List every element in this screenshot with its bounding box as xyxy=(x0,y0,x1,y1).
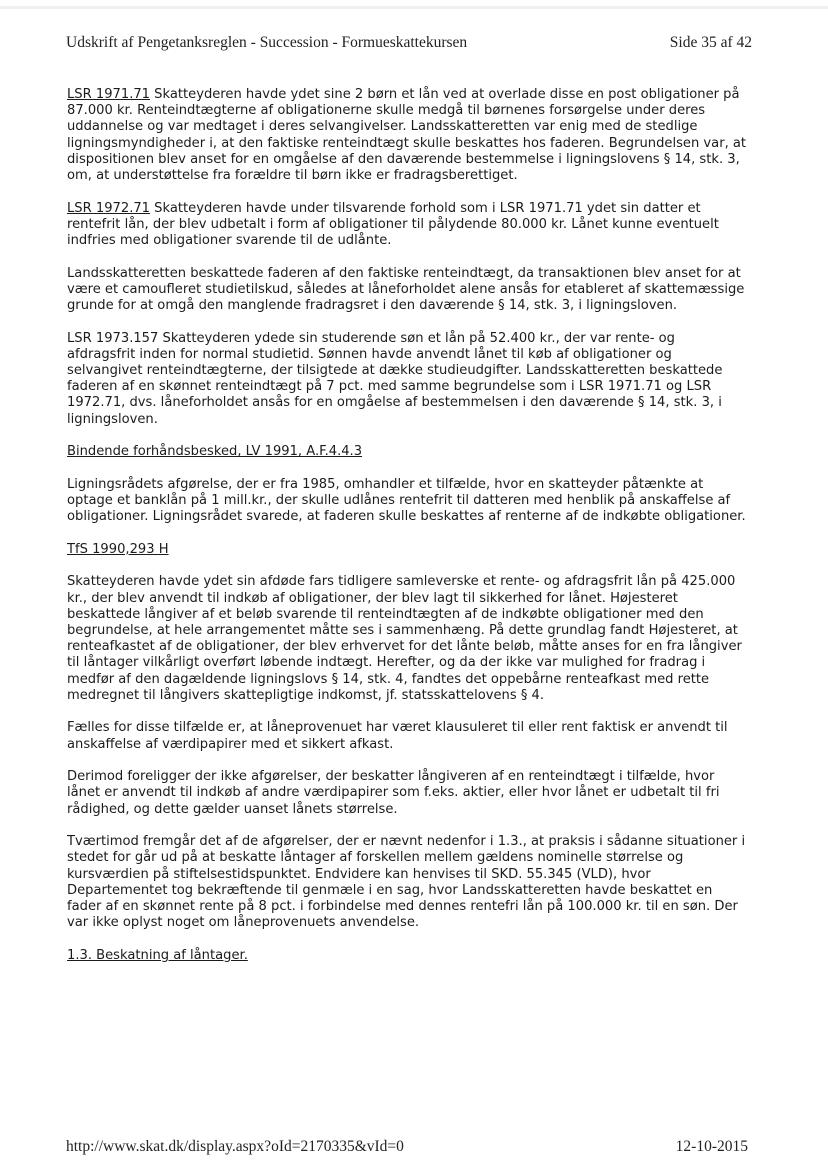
print-date: 12-10-2015 xyxy=(675,1138,748,1155)
paragraph-tvaertimod: Tværtimod fremgår det af de afgørelser, der er nævnt nedenfor i 1.3., at praksis i sådanne situationer i stedet for går ud på at beskatte låntager af forskellen mellem gældens nominelle størrelse og kursværdien på stiftelsestidspunktet. Endvidere kan henvises til SKD. 55.345 (VLD), hvor Departementet tog bekræftende til genmæle i en sag, hvor Landsskatteretten havde beskattet en fader af en skønnet rente på 8 pct. i forbindelse med dennes rentefri lån på 100.000 kr. til en søn. Der var ikke oplyst noget om låneprovenuets anvendelse. xyxy=(67,834,746,931)
section-heading-bindende: Bindende forhåndsbesked, LV 1991, A.F.4.4.3 xyxy=(67,444,363,460)
paragraph-lsr-1971 xyxy=(67,87,747,184)
paragraph-hoejesteret: Skatteyderen havde ydet sin afdøde fars tidligere samleverske et rente- og afdragsfrit lån på 425.000 kr., der blev anvendt til indkøb af obligationer, der blev lagt til sikkerhed for lånet. Højesteret beskattede långiver af et beløb svarende til renteindtægten af de indkøbte obligationer med den begrundelse, at hele arrangementet måtte ses i sammenhæng. På dette grundlag fandt Højesteret, at renteafkastet af de obligationer, der blev erhvervet for det lånte beløb, måtte anses for en fra långiver til låntager vilkårligt overført løbende indtægt. Herefter, og da der ikke var mulighed for fradrag i medfør af den dagældende ligningslovs § 14, stk. 4, fandtes det oppebårne renteafkast med rette medregnet til långivers skattepligtige indkomst, jf. statsskattelovens § 4. xyxy=(67,574,742,703)
paragraph-landsskatteretten: Landsskatteretten beskattede faderen af den faktiske renteindtægt, da transaktionen blev anset for at være et camoufleret studietilskud, således at låneforholdet alene ansås for etableret af skattemæssige grunde for at omgå den manglende fradragsret i den daværende § 14, stk. 3, i ligningsloven. xyxy=(67,265,745,314)
paragraph-lsr-1973: LSR 1973.157 Skatteyderen ydede sin studerende søn et lån på 52.400 kr., der var rente- og afdragsfrit inden for normal studietid. Sønnen havde anvendt lånet til køb af obligationer og selvangivet renteindtægterne, der tilsigtede at dække studieudgifter. Landsskatteretten beskattede faderen af en skønnet renteindtægt på 7 pct. med samme begrundelse som i LSR 1971.71 og LSR 1972.71, dvs. låneforholdet ansås for en omgåelse af bestemmelsen i den daværende § 14, stk. 3, i ligningsloven. xyxy=(67,330,723,427)
page-header xyxy=(66,34,752,52)
paragraph-lsr-1972 xyxy=(67,201,747,250)
document-body xyxy=(67,87,747,980)
section-heading-beskatning: 1.3. Beskatning af låntager. xyxy=(67,947,248,963)
paragraph-derimod: Derimod foreligger der ikke afgørelser, der beskatter långiveren af en renteindtægt i tilfælde, hvor lånet er anvendt til indkøb af andre værdipapirer som f.eks. aktier, eller hvor lånet er udbetalt til fri rådighed, og dette gælder uanset lånets størrelse. xyxy=(67,769,720,817)
section-heading-tfs: TfS 1990,293 H xyxy=(67,541,169,557)
page-footer xyxy=(66,1138,748,1156)
case-reference: LSR 1972.71 xyxy=(67,200,151,216)
paragraph-faelles: Fælles for disse tilfælde er, at låneprovenuet har været klausuleret til eller rent faktisk er anvendt til anskaffelse af værdipapirer med et sikkert afkast. xyxy=(67,720,728,752)
paragraph-text: Skatteyderen havde ydet sine 2 børn et lån ved at overlade disse en post obligationer på 87.000 kr. Renteindtægterne af obligationerne skulle medgå til børnenes forsørgelse under deres uddannelse og var medtaget i deres selvangivelser. Landsskatteretten var enig med de stedlige ligningsmyndigheder i, at den faktiske renteindtægt skulle beskattes hos faderen. Begrundelsen var, at dispositionen blev anset for en omgåelse af den daværende bestemmelse i ligningslovens § 14, stk. 3, om, at understøttelse fra forældre til børn ikke er fradragsberettiget. xyxy=(67,87,747,184)
case-reference: LSR 1971.71 xyxy=(67,87,151,102)
document-title: Udskrift af Pengetanksreglen - Succession - Formueskattekursen xyxy=(66,34,468,51)
source-url: http://www.skat.dk/display.aspx?oId=2170335&vId=0 xyxy=(66,1138,404,1155)
paragraph-ligningsraadet: Ligningsrådets afgørelse, der er fra 1985, omhandler et tilfælde, hvor en skatteyder påtænkte at optage et banklån på 1 mill.kr., der skulle udlånes rentefrit til datteren med henblik på anskaffelse af obligationer. Ligningsrådet svarede, at faderen skulle beskattes af renterne af de indkøbte obligationer. xyxy=(67,476,746,525)
paragraph-text: Skatteyderen havde under tilsvarende forhold som i LSR 1971.71 ydet sin datter et rentefrit lån, der blev udbetalt i form af obligationer til pålydende 80.000 kr. Lånet kunne eventuelt indfries med obligationer svarende til de udlånte. xyxy=(67,200,719,249)
scan-edge-line xyxy=(0,6,828,9)
page-number: Side 35 af 42 xyxy=(669,34,752,51)
